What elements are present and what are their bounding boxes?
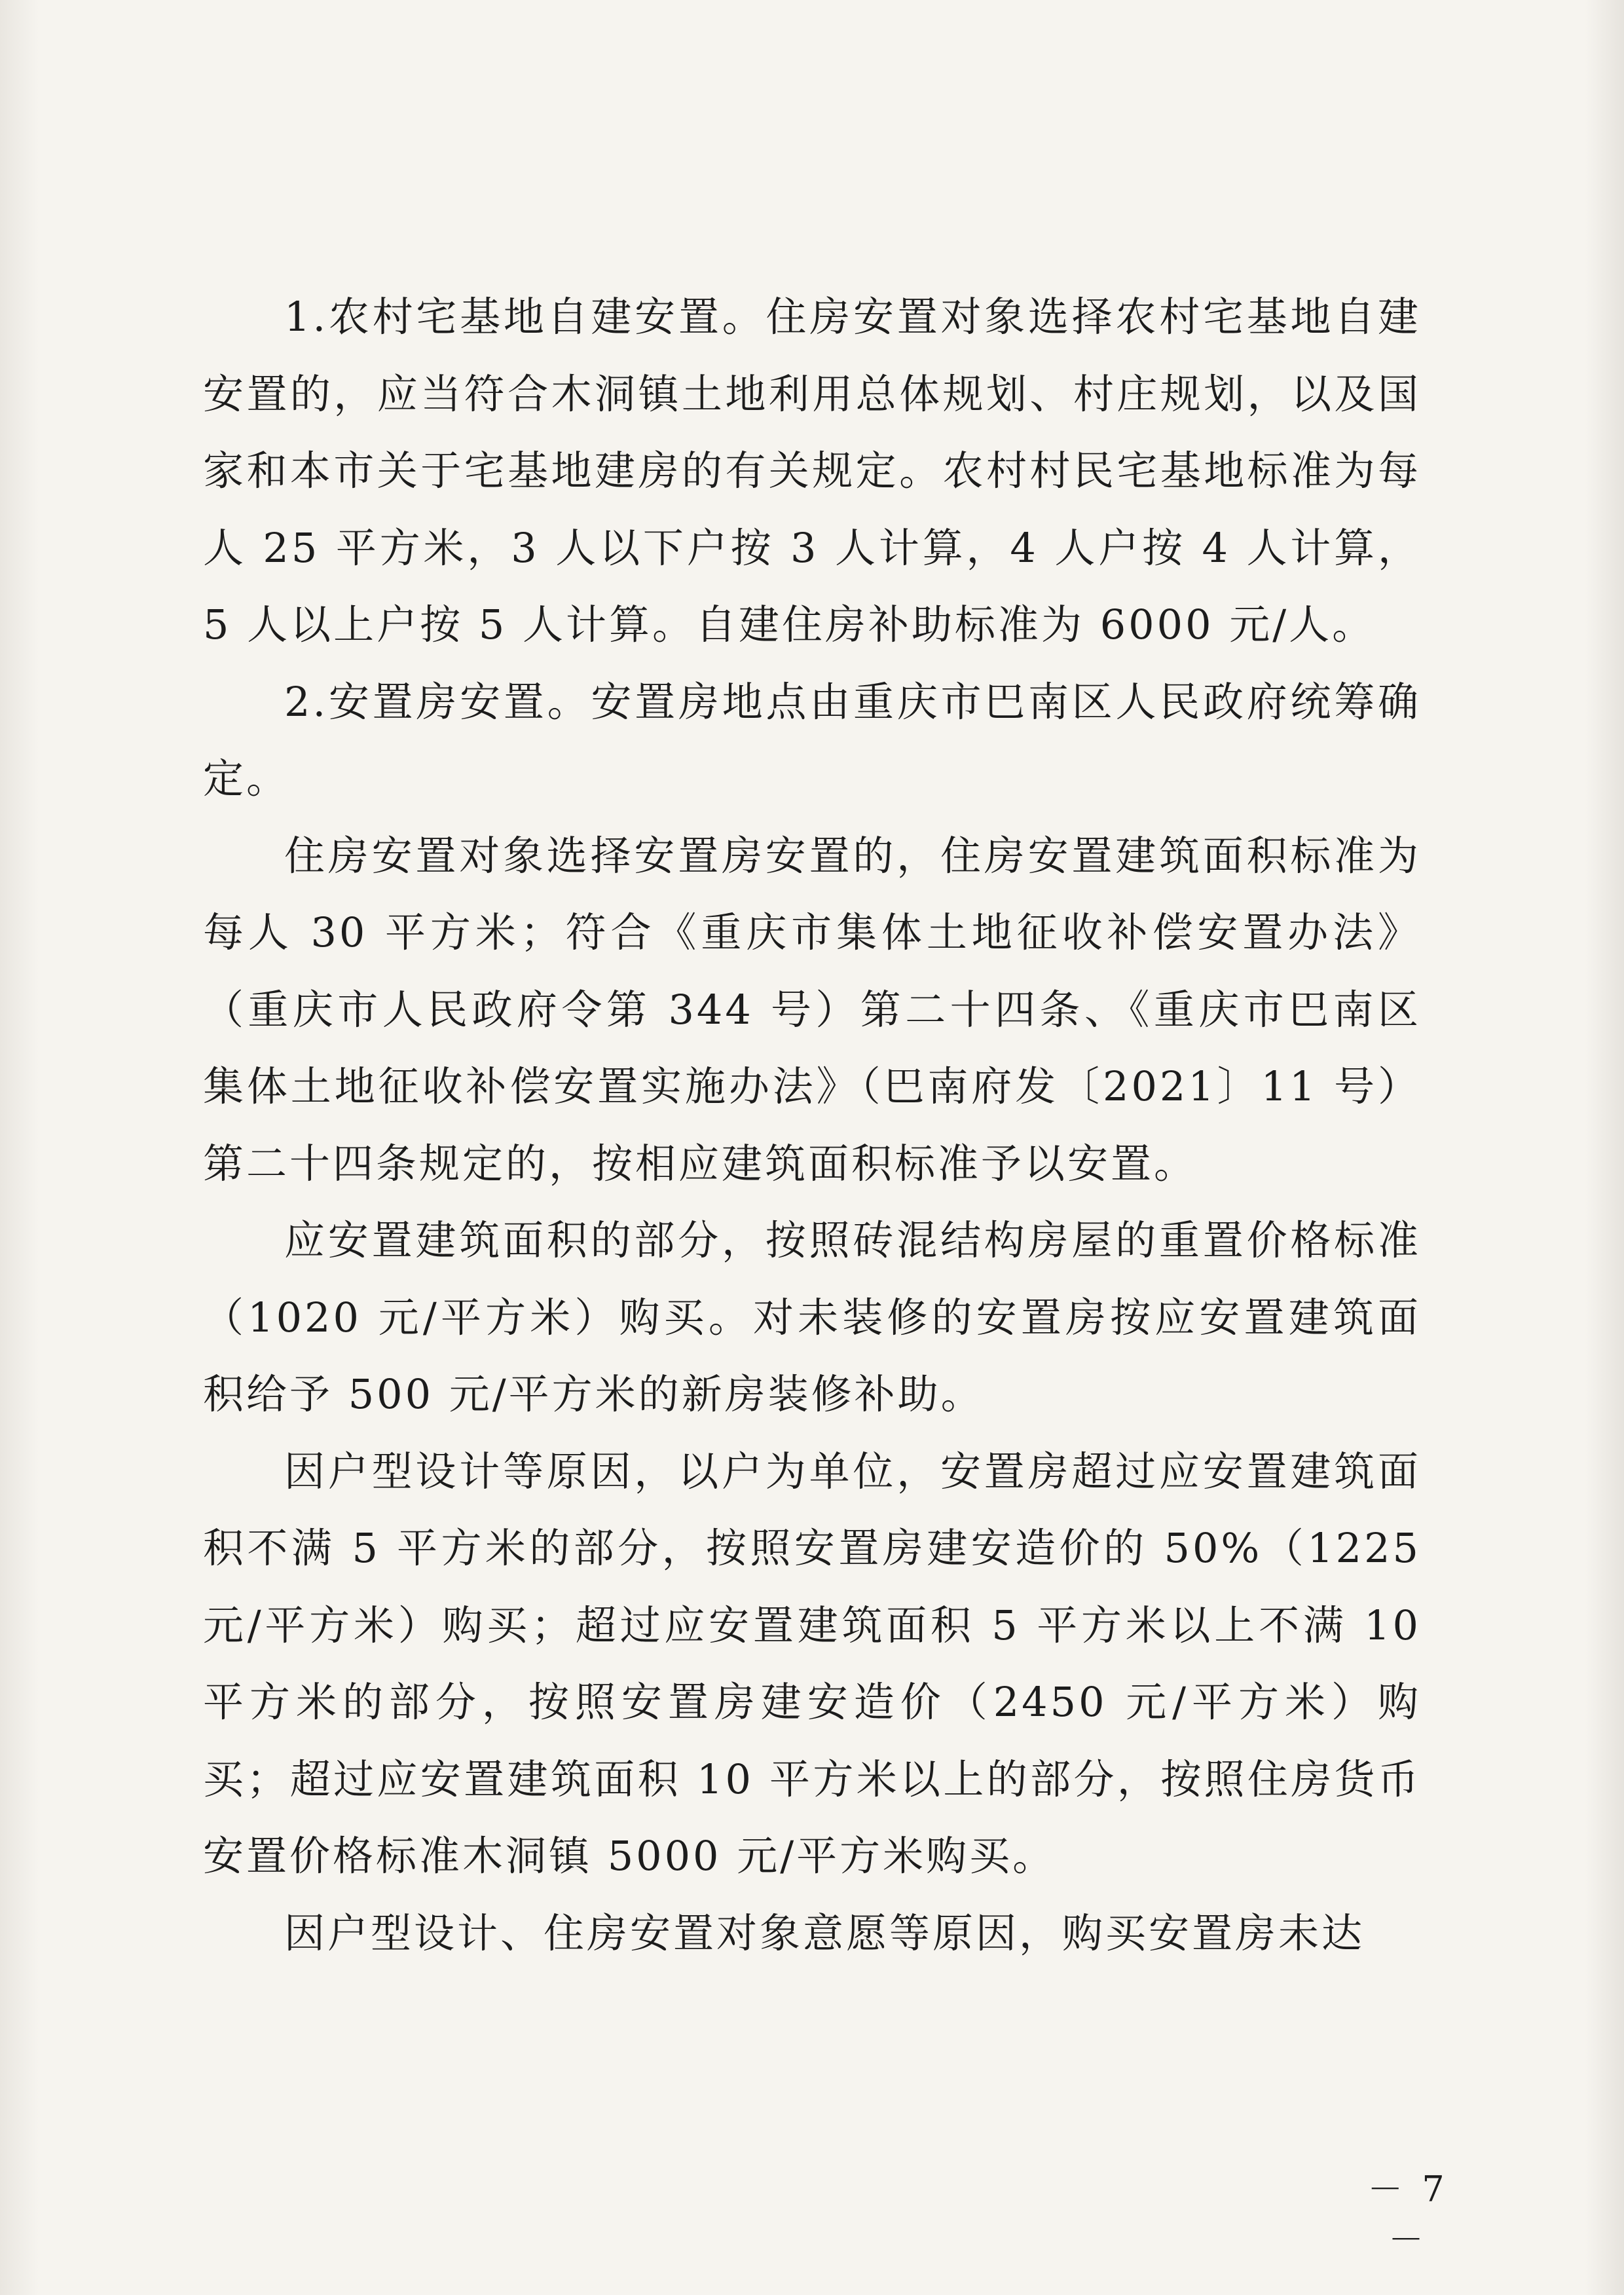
body-text — [203, 278, 1421, 1971]
paragraph-area-standard: 住房安置对象选择安置房安置的，住房安置建筑面积标准为每人 30 平方米；符合《重庆市集体土地征收补偿安置办法》（重庆市人民政府令第 344 号）第二十四条、《重庆市巴南区集体土地征收补偿安置实施办法》（巴南府发〔2021〕11 号）第二十四条规定的，按相应建筑面积标准予以安置。 — [203, 831, 1421, 1187]
paragraph-shortfall: 因户型设计、住房安置对象意愿等原因，购买安置房未达 — [284, 1909, 1365, 1957]
paragraph-purchase-price: 应安置建筑面积的部分，按照砖混结构房屋的重置价格标准（1020 元/平方米）购买。对未装修的安置房按应安置建筑面积给予 500 元/平方米的新房装修补助。 — [203, 1216, 1421, 1418]
page-number: － 7 － — [1367, 2169, 1449, 2260]
paragraph-excess-area: 因户型设计等原因，以户为单位，安置房超过应安置建筑面积不满 5 平方米的部分，按照安置房建安造价的 50%（1225 元/平方米）购买；超过应安置建筑面积 5 平方米以上不满 10 平方米的部分，按照安置房建安造价（2450 元/平方米）购买；超过应安置建筑面积 10 平方米以上的部分，按照住房货币安置价格标准木洞镇 5000 元/平方米购买。 — [203, 1447, 1421, 1880]
paragraph-resettlement-housing: 2.安置房安置。安置房地点由重庆市巴南区人民政府统筹确定。 — [203, 677, 1421, 802]
paragraph-rural-homestead: 1.农村宅基地自建安置。住房安置对象选择农村宅基地自建安置的，应当符合木洞镇土地利用总体规划、村庄规划，以及国家和本市关于宅基地建房的有关规定。农村村民宅基地标准为每人 25 平方米，3 人以下户按 3 人计算，4 人户按 4 人计算，5 人以上户按 5 人计算。自建住房补助标准为 6000 元/人。 — [203, 293, 1421, 648]
